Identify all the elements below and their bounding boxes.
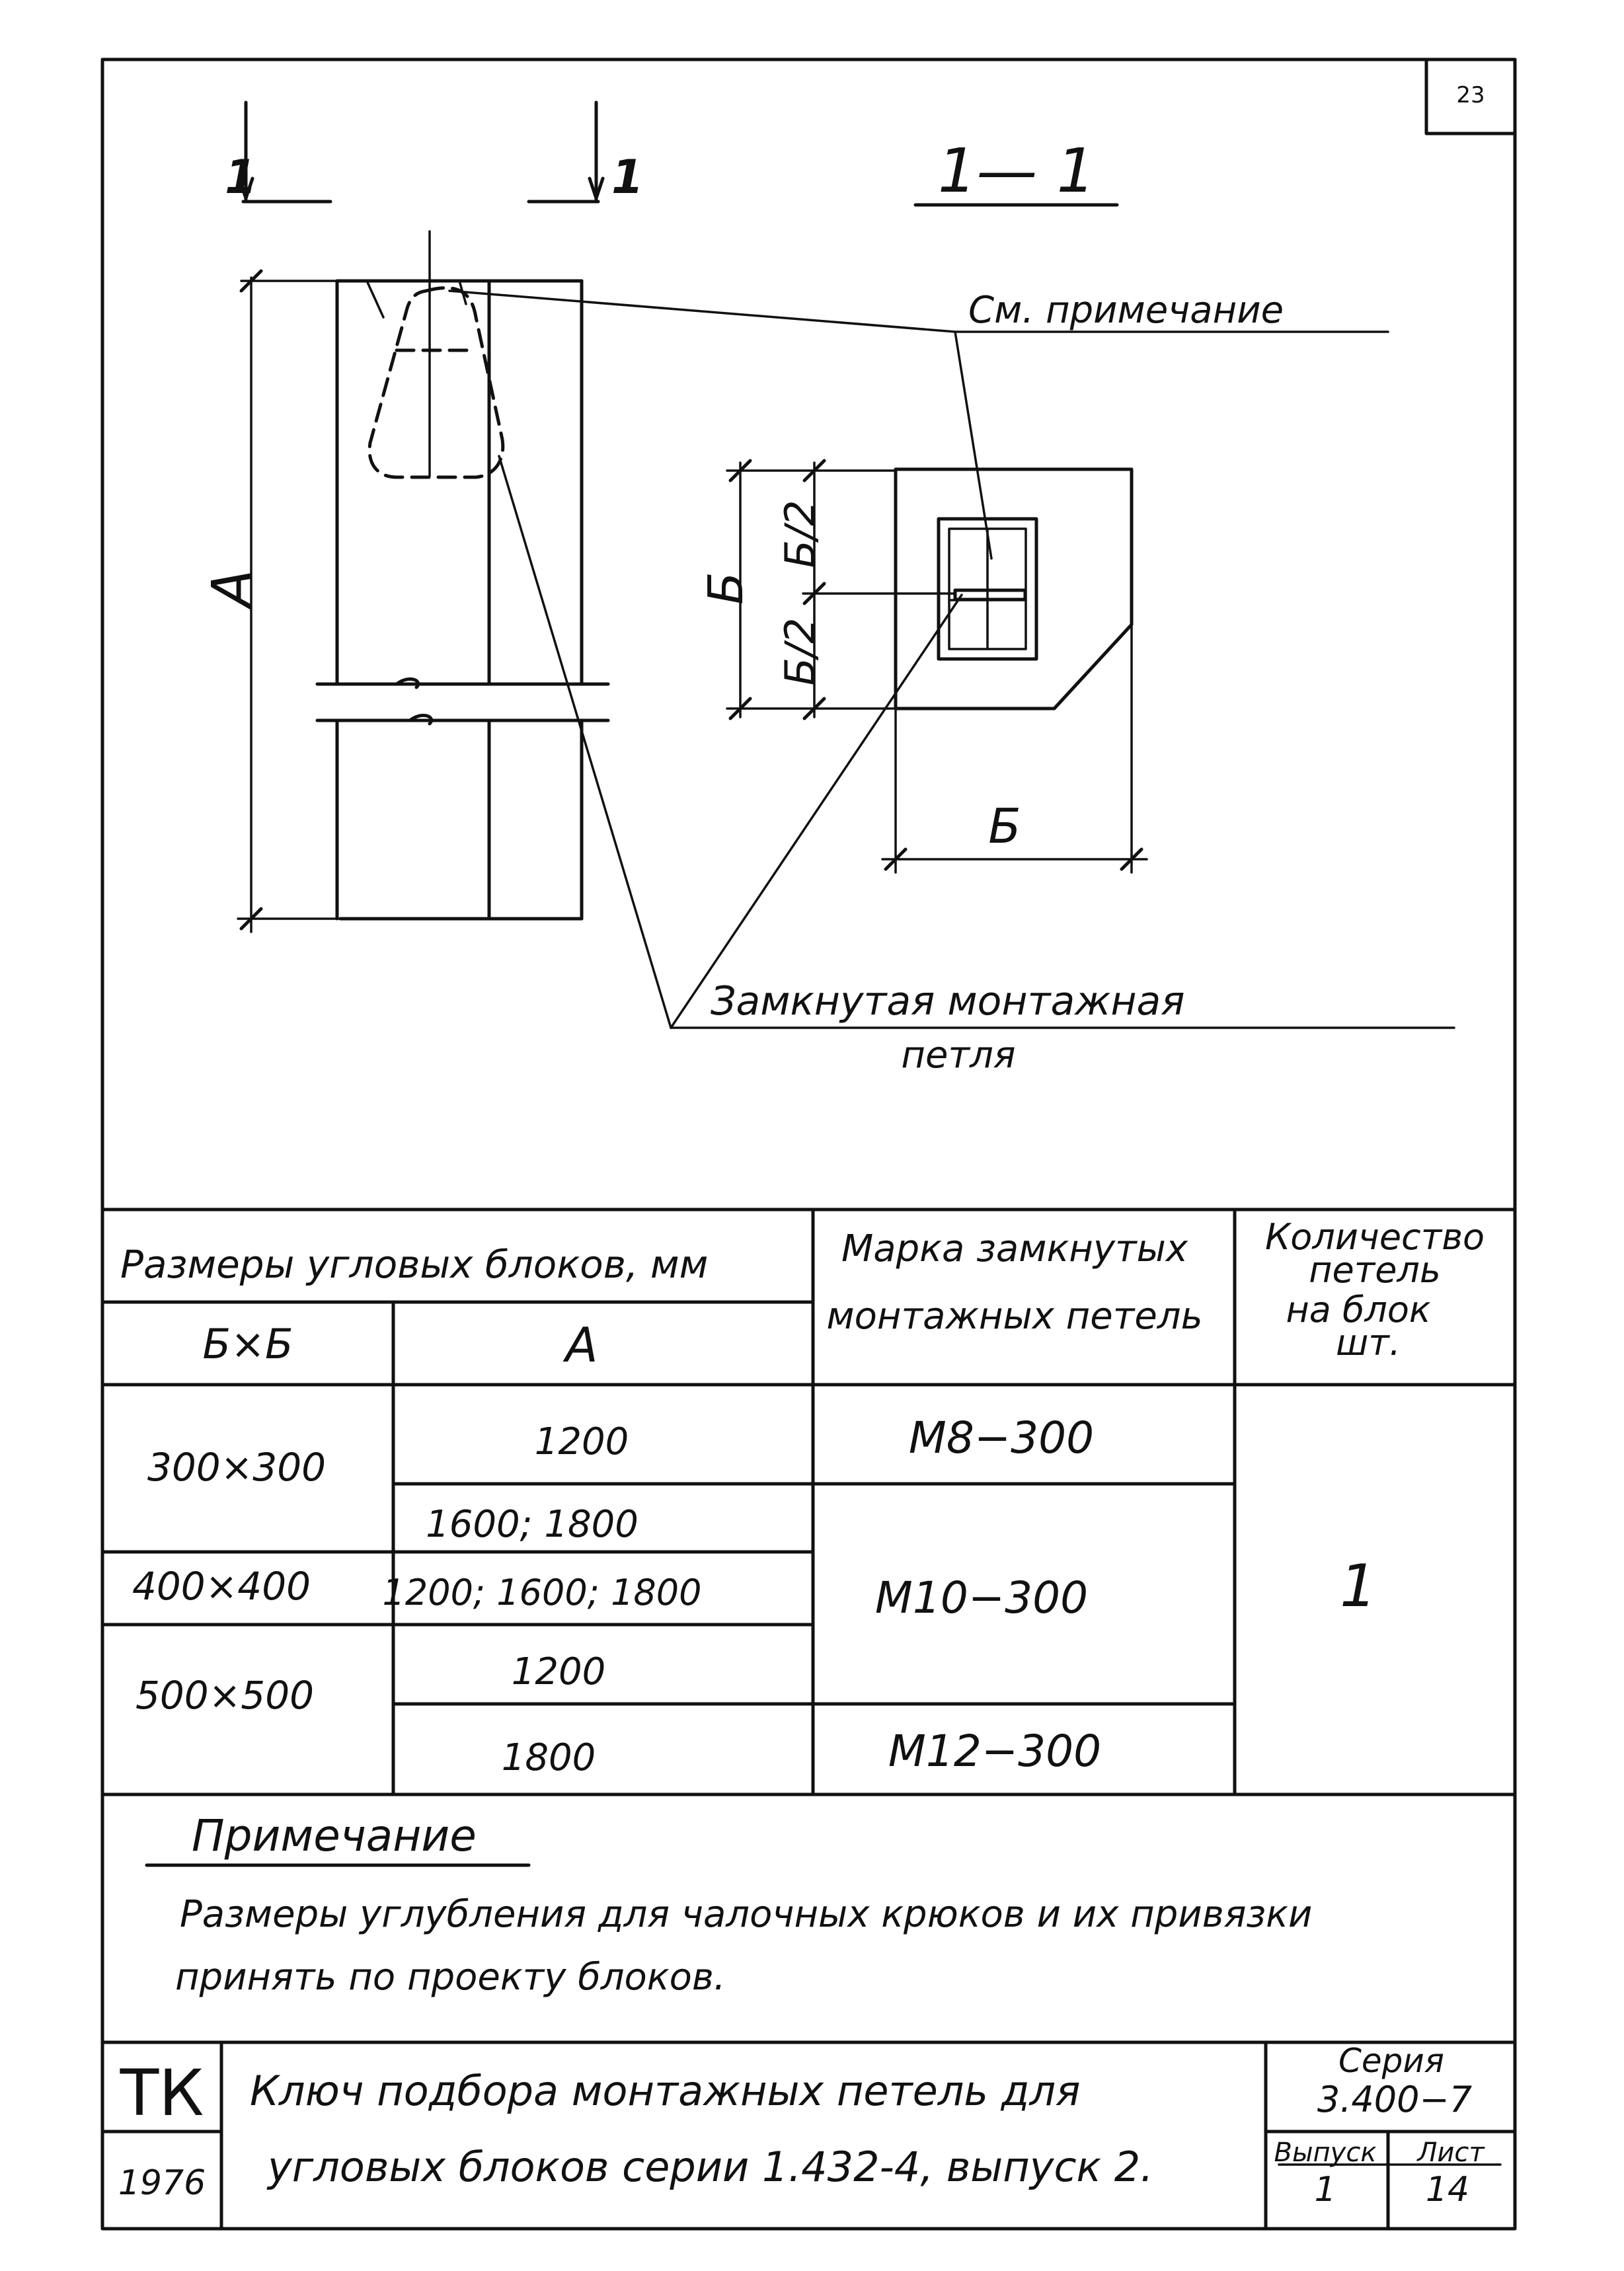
header-mark-line1: Марка замкнутых bbox=[841, 1227, 1188, 1270]
header-mark-line2: монтажных петель bbox=[826, 1295, 1203, 1338]
cut-mark-right bbox=[529, 102, 644, 204]
column-elevation bbox=[317, 231, 608, 919]
header-dimensions: Размеры угловых блоков, мм bbox=[120, 1242, 709, 1287]
cell-bxb-500: 500×500 bbox=[135, 1673, 315, 1718]
cut-mark-left-label: 1 bbox=[225, 150, 257, 204]
cell-a-1: 1200 bbox=[534, 1420, 629, 1463]
dimension-b-half-bottom: Б/2 bbox=[776, 617, 824, 686]
cell-mark-m12: М12−300 bbox=[888, 1726, 1102, 1777]
loop-callout bbox=[499, 456, 1454, 1077]
stamp-series-value: 3.400−7 bbox=[1317, 2079, 1473, 2120]
stamp-issue-label: Выпуск bbox=[1274, 2137, 1377, 2168]
note-reference bbox=[449, 289, 1388, 558]
dimension-a bbox=[200, 271, 344, 932]
stamp-title-line2: угловых блоков серии 1.432-4, выпуск 2. bbox=[268, 2143, 1153, 2191]
dimension-b-half-top: Б/2 bbox=[776, 500, 824, 568]
page-number: 23 bbox=[1456, 82, 1485, 108]
header-quantity-line1: Количество bbox=[1264, 1216, 1485, 1258]
header-bxb: Б×Б bbox=[202, 1320, 293, 1368]
cell-a-5: 1800 bbox=[501, 1736, 596, 1779]
cut-mark-left bbox=[225, 102, 330, 204]
header-a: А bbox=[565, 1317, 598, 1373]
cell-a-4: 1200 bbox=[511, 1650, 606, 1693]
stamp-title-line1: Ключ подбора монтажных петель для bbox=[250, 2067, 1081, 2115]
title-block bbox=[102, 2042, 1515, 2229]
stamp-series-label: Серия bbox=[1338, 2042, 1444, 2080]
dimension-b-vertical bbox=[698, 461, 955, 718]
stamp-sheet-label: Лист bbox=[1417, 2137, 1485, 2168]
note-line1: Размеры углубления для чалочных крюков и их привязки bbox=[180, 1893, 1313, 1936]
dimension-b-label: Б bbox=[698, 572, 754, 605]
note-block bbox=[147, 1810, 1312, 1999]
cell-bxb-400: 400×400 bbox=[132, 1564, 311, 1609]
cell-a-3: 1200; 1600; 1800 bbox=[382, 1572, 702, 1613]
note-line2: принять по проекту блоков. bbox=[175, 1956, 726, 1999]
cell-mark-m8: М8−300 bbox=[908, 1412, 1095, 1463]
cell-mark-m10: М10−300 bbox=[874, 1572, 1089, 1623]
selection-table bbox=[102, 1210, 1515, 1794]
header-quantity-line2: петель bbox=[1309, 1249, 1441, 1291]
dimension-a-label: A bbox=[200, 569, 264, 607]
header-quantity-line3: на блок bbox=[1286, 1289, 1431, 1330]
cross-section bbox=[896, 469, 1132, 709]
stamp-org: ТК bbox=[120, 2056, 204, 2130]
cell-bxb-300: 300×300 bbox=[147, 1445, 327, 1490]
loop-callout-line2: петля bbox=[901, 1034, 1016, 1077]
stamp-issue-value: 1 bbox=[1314, 2170, 1336, 2210]
stamp-sheet-value: 14 bbox=[1425, 2170, 1470, 2210]
cell-quantity: 1 bbox=[1340, 1552, 1377, 1620]
section-title: 1— 1 bbox=[937, 135, 1096, 206]
header-quantity-line4: шт. bbox=[1335, 1322, 1401, 1364]
dimension-b-bottom-label: Б bbox=[988, 798, 1021, 854]
dimension-b-horizontal bbox=[882, 625, 1147, 872]
note-title: Примечание bbox=[192, 1810, 477, 1861]
stamp-year: 1976 bbox=[118, 2163, 206, 2203]
note-reference-label: См. примечание bbox=[968, 289, 1284, 332]
loop-callout-line1: Замкнутая монтажная bbox=[711, 978, 1185, 1024]
cell-a-2: 1600; 1800 bbox=[426, 1503, 638, 1546]
cut-mark-right-label: 1 bbox=[611, 150, 644, 204]
